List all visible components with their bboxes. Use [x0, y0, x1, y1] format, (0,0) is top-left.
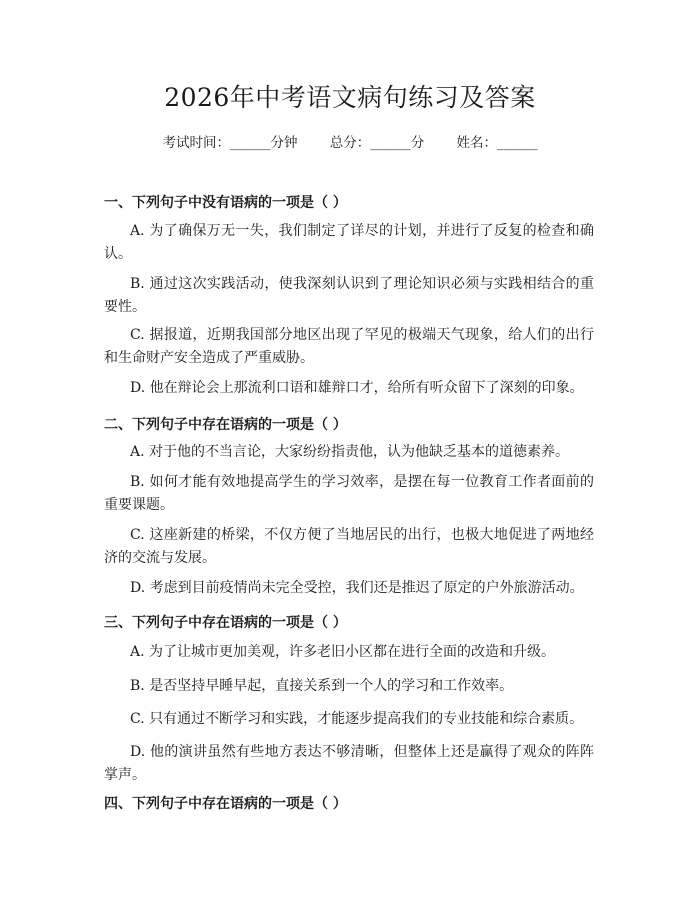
question-2-option-b: B. 如何才能有效地提高学生的学习效率，是摆在每一位教育工作者面前的重要课题。 — [104, 474, 594, 513]
student-name-field: 姓名：______ — [456, 135, 538, 151]
question-2-stem: 二、下列句子中存在语病的一项是（ ） — [104, 417, 347, 433]
question-4-stem: 四、下列句子中存在语病的一项是（ ） — [104, 796, 347, 812]
question-2-option-c: C. 这座新建的桥梁，不仅方便了当地居民的出行，也极大地促进了两地经济的交流与发展。 — [104, 527, 594, 566]
question-1-option-c: C. 据报道，近期我国部分地区出现了罕见的极端天气现象，给人们的出行和生命财产安全造成了严重威胁。 — [104, 327, 594, 366]
question-3-option-c: C. 只有通过不断学习和实践，才能逐步提高我们的专业技能和综合素质。 — [130, 711, 584, 727]
question-1-option-d: D. 他在辩论会上那流利口语和雄辩口才，给所有听众留下了深刻的印象。 — [130, 380, 584, 396]
question-1-stem: 一、下列句子中没有语病的一项是（ ） — [104, 195, 347, 211]
question-3-stem: 三、下列句子中存在语病的一项是（ ） — [104, 615, 347, 631]
question-3-option-b: B. 是否坚持早睡早起，直接关系到一个人的学习和工作效率。 — [130, 678, 514, 694]
page-title: 2026年中考语文病句练习及答案 — [164, 83, 536, 112]
question-2-option-a: A. 对于他的不当言论，大家纷纷指责他，认为他缺乏基本的道德素养。 — [130, 444, 570, 460]
total-score-field: 总分：______分 — [329, 135, 425, 151]
question-3-option-a: A. 为了让城市更加美观，许多老旧小区都在进行全面的改造和升级。 — [130, 644, 556, 660]
question-1-option-b: B. 通过这次实践活动，使我深刻认识到了理论知识必须与实践相结合的重要性。 — [104, 276, 594, 315]
question-3-option-d: D. 他的演讲虽然有些地方表达不够清晰，但整体上还是赢得了观众的阵阵掌声。 — [104, 744, 594, 783]
question-2-option-d: D. 考虑到目前疫情尚未完全受控，我们还是推迟了原定的户外旅游活动。 — [130, 580, 584, 596]
exam-meta-line — [0, 131, 700, 151]
question-1-option-a: A. 为了确保万无一失，我们制定了详尽的计划，并进行了反复的检查和确认。 — [104, 223, 594, 262]
exam-time-field: 考试时间：______分钟 — [162, 135, 298, 151]
